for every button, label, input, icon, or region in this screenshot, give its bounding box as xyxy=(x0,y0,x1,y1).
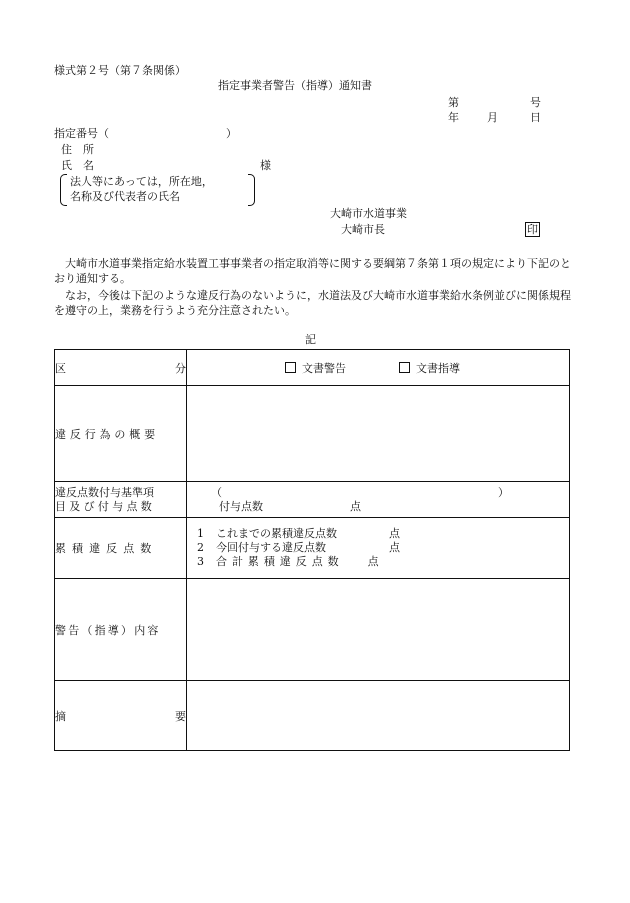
category-label-b: 分 xyxy=(175,361,186,375)
designation-number-label: 指定番号（ xyxy=(54,127,109,140)
content-value[interactable] xyxy=(187,579,570,681)
option-warning[interactable]: 文書警告 xyxy=(285,362,346,375)
corp-note-line1: 法人等にあっては，所在地， xyxy=(70,175,213,188)
date-day: 日 xyxy=(530,111,541,124)
points-given-unit: 点 xyxy=(350,499,361,513)
remarks-value[interactable] xyxy=(187,681,570,751)
number-suffix: 号 xyxy=(530,96,541,109)
category-options xyxy=(187,350,570,386)
checkbox-icon[interactable] xyxy=(285,362,296,373)
checkbox-icon[interactable] xyxy=(399,362,410,373)
row-criteria xyxy=(55,482,570,518)
content-label: 警告（指導）内容 xyxy=(55,579,187,681)
criteria-value[interactable] xyxy=(187,482,570,518)
criteria-label-line1: 違反点数付与基準項 xyxy=(55,485,154,499)
ki-heading: 記 xyxy=(305,333,316,346)
date-year: 年 xyxy=(448,111,459,124)
document-title: 指定事業者警告（指導）通知書 xyxy=(218,79,372,92)
name-label: 氏 名 xyxy=(61,159,94,172)
notice-table xyxy=(54,349,570,751)
remarks-label-a: 摘 xyxy=(55,709,66,723)
violation-summary-value[interactable] xyxy=(187,386,570,482)
criteria-label-line2: 目及び付与点数 xyxy=(55,499,156,513)
category-label xyxy=(55,350,187,386)
seal-mark: 印 xyxy=(527,223,538,236)
corp-note-line2: 名称及び代表者の氏名 xyxy=(70,190,180,203)
number-prefix: 第 xyxy=(448,96,459,109)
issuer-role: 大崎市長 xyxy=(341,223,385,236)
cumulative-item-1: 1 これまでの累積違反点数 点 xyxy=(197,527,400,540)
cumulative-values xyxy=(187,518,570,579)
option-guidance[interactable]: 文書指導 xyxy=(399,362,460,375)
body-paragraph-2: なお，今後は下記のような違反行為のないように，水道法及び大崎市水道事業給水条例並びに関係規程を遵守の上，業務を行うよう充分注意されたい。 xyxy=(54,289,571,317)
bracket-right xyxy=(248,174,255,206)
address-label: 住 所 xyxy=(61,143,94,156)
form-number: 様式第２号（第７条関係） xyxy=(54,64,186,77)
honorific: 様 xyxy=(260,159,271,172)
issuer-org: 大崎市水道事業 xyxy=(330,207,407,220)
criteria-close: ） xyxy=(498,485,509,499)
cumulative-item-2: 2 今回付与する違反点数 点 xyxy=(197,541,400,554)
points-given-label: 付与点数 xyxy=(219,499,263,513)
row-violation-summary xyxy=(55,386,570,482)
row-cumulative xyxy=(55,518,570,579)
criteria-open: （ xyxy=(211,485,222,499)
bracket-left xyxy=(60,174,67,206)
cumulative-item-3: 3 合計累積違反点数 点 xyxy=(197,555,379,568)
criteria-label xyxy=(55,482,187,518)
designation-number-close: ） xyxy=(226,127,237,140)
row-category xyxy=(55,350,570,386)
cumulative-label: 累積違反点数 xyxy=(55,518,187,579)
violation-summary-label: 違反行為の概要 xyxy=(55,386,187,482)
remarks-label xyxy=(55,681,187,751)
remarks-label-b: 要 xyxy=(175,709,186,723)
category-label-a: 区 xyxy=(55,361,66,375)
row-content xyxy=(55,579,570,681)
date-month: 月 xyxy=(487,111,498,124)
row-remarks xyxy=(55,681,570,751)
body-paragraph-1: 大崎市水道事業指定給水装置工事事業者の指定取消等に関する要綱第７条第１項の規定により下記のとおり通知する。 xyxy=(54,257,571,285)
